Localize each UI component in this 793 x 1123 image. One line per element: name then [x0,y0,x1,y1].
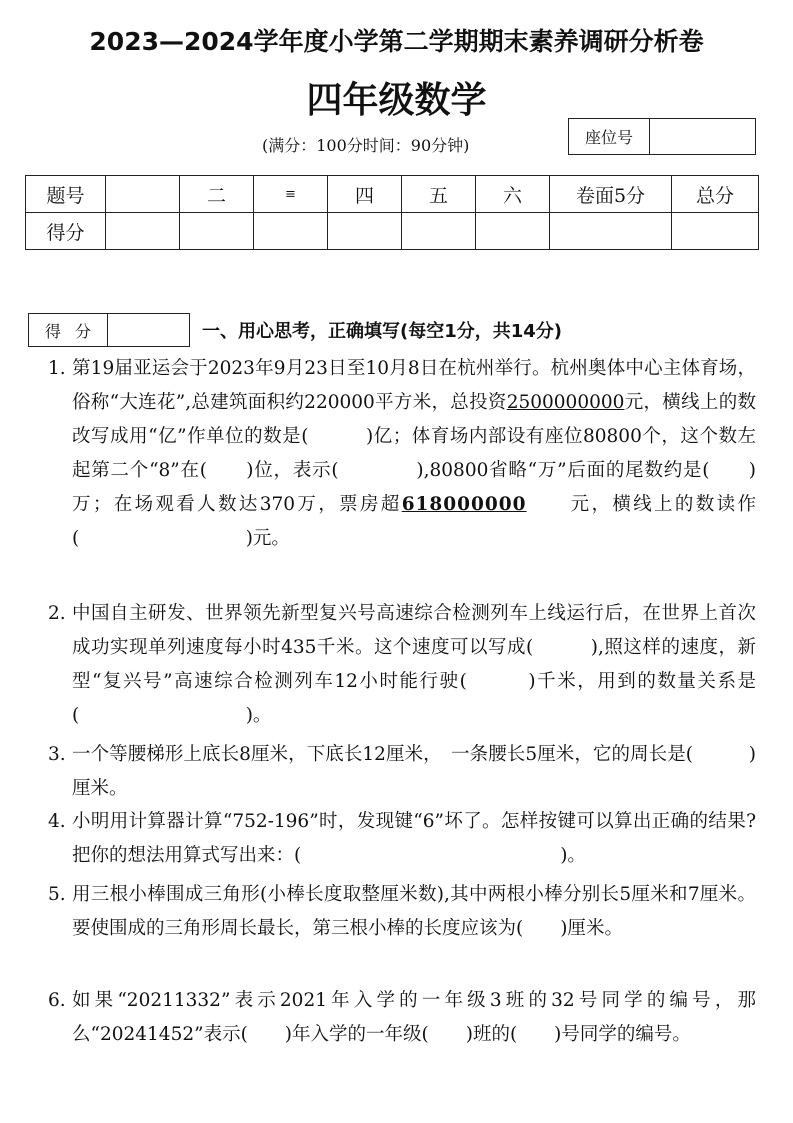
score-header-cell: 四 [328,176,402,213]
score-row-label: 得分 [26,213,106,250]
question-5 [48,878,756,946]
paper-subtitle: 四年级数学 [306,80,487,121]
paper-title: 2023—2024学年度小学第二学期期末素养调研分析卷 [89,27,704,56]
question-number: 6. [48,990,66,1011]
score-header-cell: 题号 [26,176,106,213]
score-header-cell: ≡ [254,176,328,213]
score-header-cell: 卷面5分 [550,176,672,213]
question-text: 中国自主研发、世界领先新型复兴号高速综合检测列车上线运行后，在世界上首次成功实现单列速度每小时435千米。这个速度可以写成( ),照这样的速度，新型“复兴号”高速综合检测列车12小时能行驶( )千米，用到的数量关系是( )。 [72,603,756,726]
score-cell[interactable] [476,213,550,250]
question-text: 一个等腰梯形上底长8厘米，下底长12厘米， 一条腰长5厘米，它的周长是( )厘米。 [72,744,756,799]
question-text-part: 第19届亚运会于2023年9月23日至10月8日在杭州举行。杭州奥体中心主体育场，俗称“大连花”,总建筑面积约220000平方米，总投资 [72,358,756,413]
section-1-title: 一、用心思考，正确填写(每空1分，共14分) [202,321,563,342]
question-number: 5. [48,884,66,905]
score-header-cell: 五 [402,176,476,213]
question-4 [48,805,756,873]
section-score-blank[interactable] [108,313,190,347]
question-text [72,352,756,556]
score-header-cell: 六 [476,176,550,213]
score-table-score-row [26,213,759,250]
score-cell[interactable] [254,213,328,250]
question-2 [48,597,756,733]
question-1 [48,352,756,556]
section-score-label: 得分 [28,313,108,347]
question-number: 3. [48,744,66,765]
score-cell[interactable] [328,213,402,250]
score-header-cell: 总分 [672,176,759,213]
question-text-part: 元，横线上的数读作( )元。 [72,494,756,549]
question-6 [48,984,756,1052]
score-cell[interactable] [402,213,476,250]
seat-number-blank[interactable] [650,119,755,154]
question-text-part: 元，横线上的数改写成用“亿”作单位的数是( )亿；体育场内部设有座位80800个，这个数左起第二个“8”在( )位，表示( ),80800省略“万”后面的尾数约是( )万；在场观看人数达370万，票房超 [72,392,756,515]
score-header-cell: 二 [180,176,254,213]
question-number: 1. [48,358,66,379]
question-text: 用三根小棒围成三角形(小棒长度取整厘米数),其中两根小棒分别长5厘米和7厘米。要使围成的三角形周长最长，第三根小棒的长度应该为( )厘米。 [72,884,756,939]
section-1-header [28,313,562,347]
question-3 [48,738,756,806]
score-cell[interactable] [106,213,180,250]
score-cell[interactable] [672,213,759,250]
question-text: 如果“20211332”表示2021年入学的一年级3班的32号同学的编号，那么“20241452”表示( )年入学的一年级( )班的( )号同学的编号。 [72,990,756,1045]
exam-meta: (满分：100分时间：90分钟) [262,136,470,155]
score-cell[interactable] [180,213,254,250]
score-table [25,175,759,250]
score-cell[interactable] [550,213,672,250]
underlined-number: 2500000000 [506,392,625,413]
question-number: 2. [48,603,66,624]
score-header-cell [106,176,180,213]
score-table-header-row [26,176,759,213]
question-text: 小明用计算器计算“752-196”时，发现键“6”坏了。怎样按键可以算出正确的结果?把你的想法用算式写出来：( )。 [72,811,756,866]
seat-number-label: 座位号 [569,119,650,154]
question-number: 4. [48,811,66,832]
seat-number-box [568,118,756,155]
underlined-number: 618000000 [401,494,527,515]
